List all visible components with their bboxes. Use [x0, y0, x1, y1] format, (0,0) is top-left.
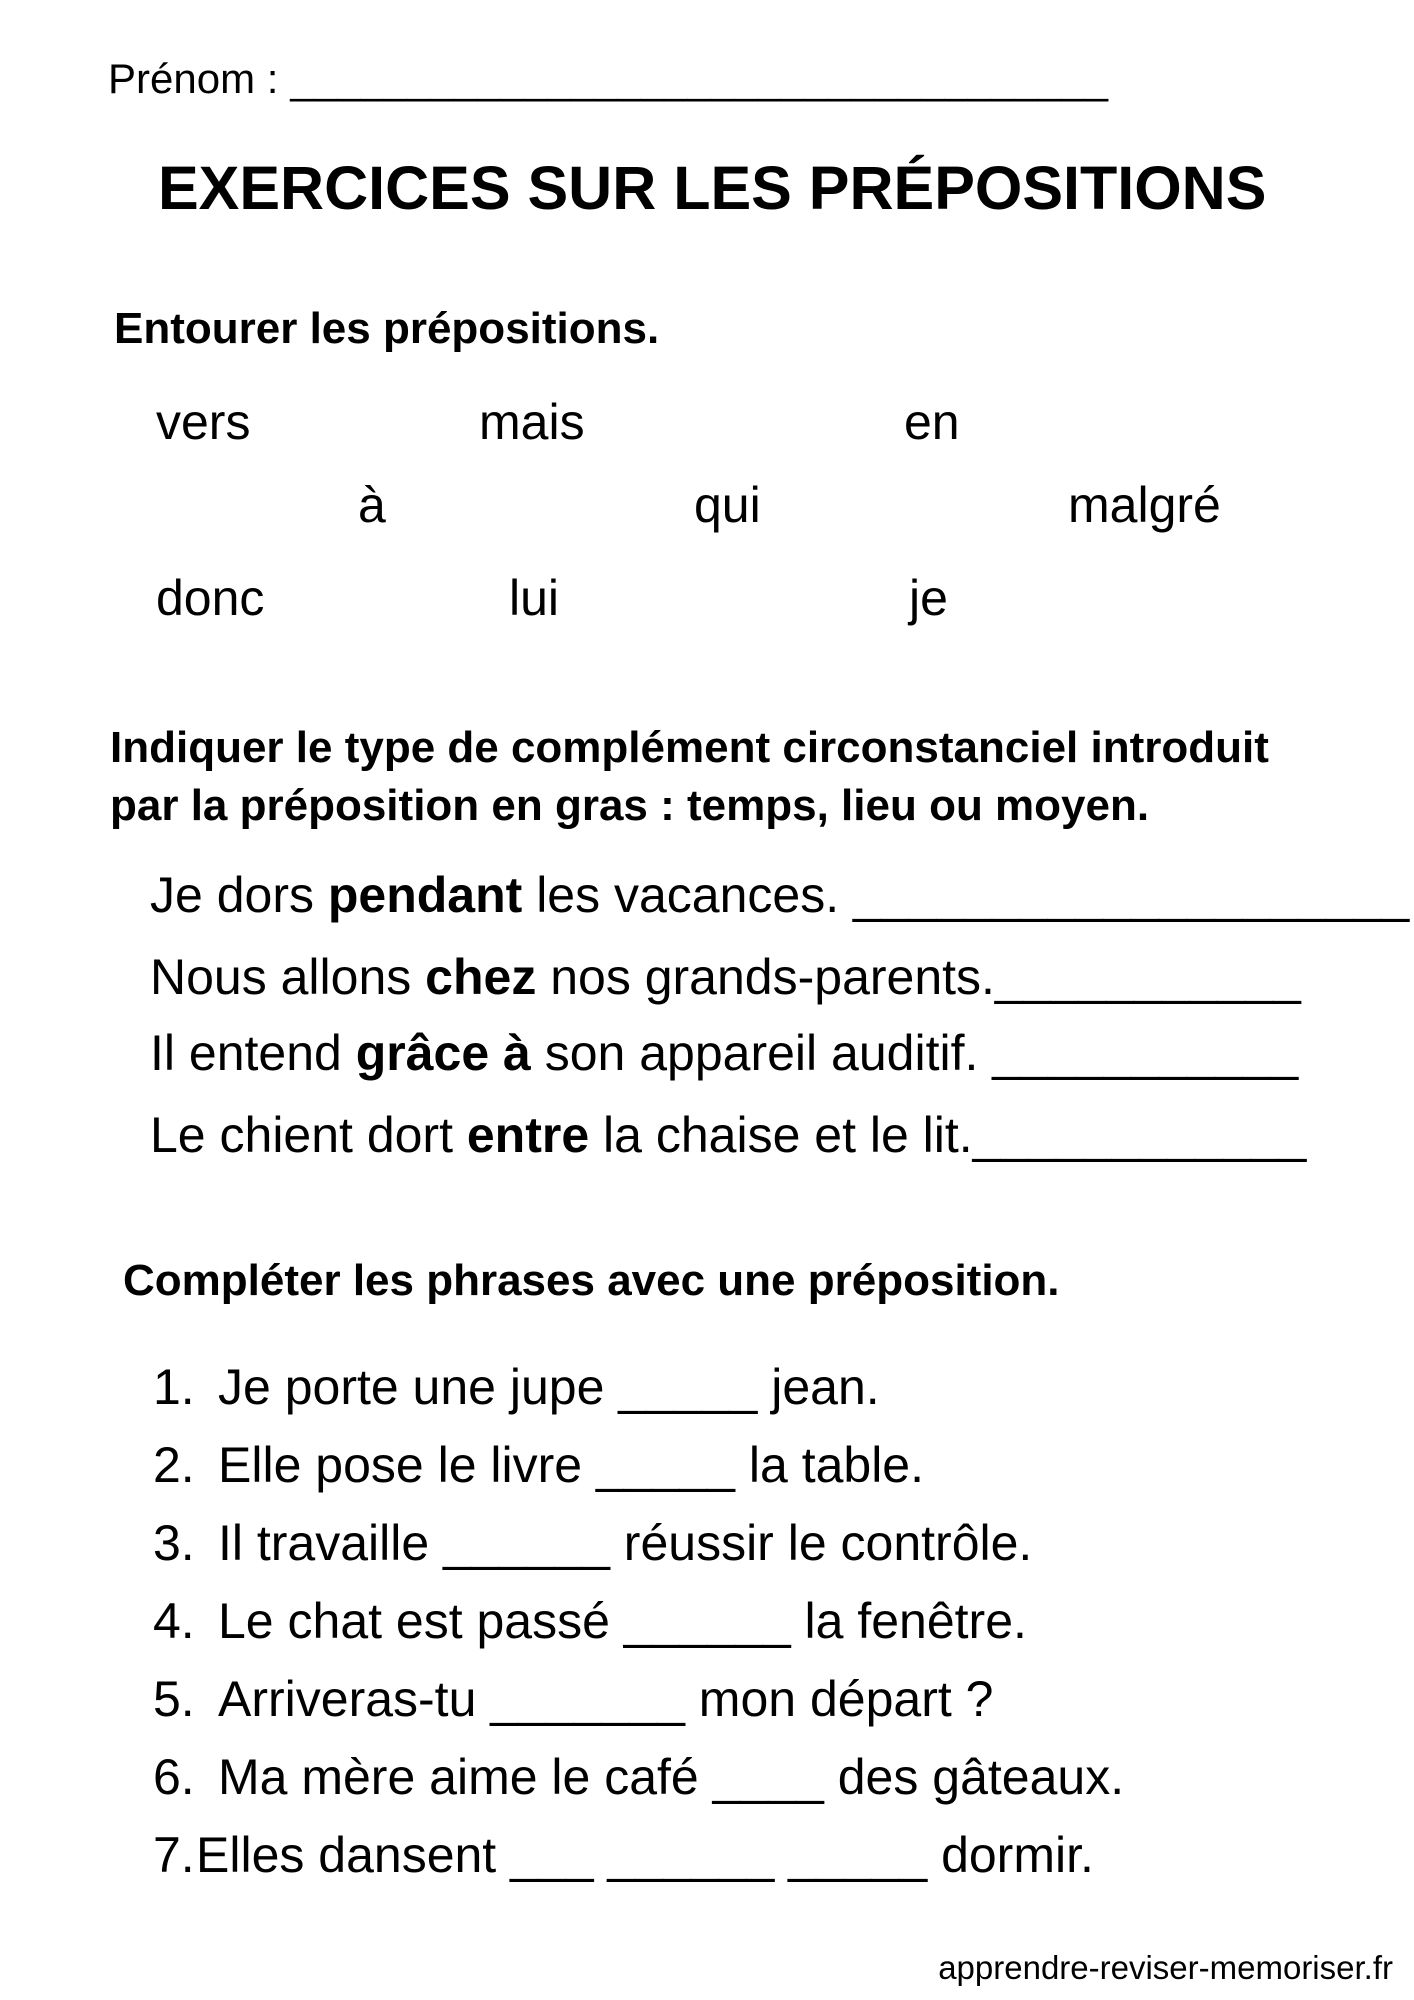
sentence-2-preposition: chez	[425, 949, 537, 1005]
word-je: je	[909, 570, 948, 626]
sentence-1-text: Je dors	[150, 867, 328, 923]
word-malgre: malgré	[1068, 477, 1221, 533]
prenom-row	[108, 55, 1108, 102]
list-item-5	[153, 1671, 994, 1727]
heading-completer: Compléter les phrases avec une préposition.	[123, 1256, 1060, 1305]
list-item-3	[153, 1515, 1033, 1571]
list-item-1	[153, 1359, 880, 1415]
prenom-label: Prénom :	[108, 55, 279, 102]
item-4-number: 4.	[153, 1593, 195, 1649]
item-7-text: Elles dansent ___ ______ _____ dormir.	[196, 1827, 1094, 1883]
sentence-3-text: Il entend	[150, 1025, 356, 1081]
sentence-4-preposition: entre	[466, 1107, 590, 1163]
heading-entourer: Entourer les prépositions.	[114, 304, 660, 353]
sentence-4-text-after: la chaise et le lit.	[589, 1107, 973, 1163]
sentence-2-text-after: nos grands-parents.	[536, 949, 995, 1005]
item-4-text: Le chat est passé ______ la fenêtre.	[218, 1593, 1027, 1649]
sentence-1	[150, 867, 1410, 923]
heading-indiquer-line2: par la préposition en gras : temps, lieu ou moyen.	[110, 781, 1150, 830]
heading-indiquer	[110, 719, 1269, 835]
item-5-number: 5.	[153, 1671, 195, 1727]
item-7-number: 7.	[153, 1827, 195, 1883]
item-3-number: 3.	[153, 1515, 195, 1571]
word-qui: qui	[694, 477, 761, 533]
prenom-blank-line: ___________________________________	[290, 55, 1108, 102]
item-2-text: Elle pose le livre _____ la table.	[218, 1437, 925, 1493]
sentence-2-text: Nous allons	[150, 949, 426, 1005]
list-item-4	[153, 1593, 1027, 1649]
item-3-text: Il travaille ______ réussir le contrôle.	[218, 1515, 1033, 1571]
sentence-3-preposition: grâce à	[355, 1025, 531, 1081]
sentence-3	[150, 1025, 1299, 1081]
item-6-text: Ma mère aime le café ____ des gâteaux.	[218, 1749, 1125, 1805]
word-a: à	[358, 477, 386, 533]
sentence-3-text-after: son appareil auditif.	[530, 1025, 993, 1081]
sentence-2-answer-blank: ___________	[994, 949, 1301, 1005]
word-vers: vers	[156, 394, 251, 450]
list-item-2	[153, 1437, 925, 1493]
word-donc: donc	[156, 570, 265, 626]
word-en: en	[904, 394, 960, 450]
item-2-number: 2.	[153, 1437, 195, 1493]
list-item-6	[153, 1749, 1125, 1805]
website-footer: apprendre-reviser-memoriser.fr	[938, 1949, 1393, 1986]
sentence-4-text: Le chient dort	[150, 1107, 467, 1163]
page-title: EXERCICES SUR LES PRÉPOSITIONS	[158, 154, 1267, 222]
list-item-7	[153, 1827, 1094, 1883]
sentence-1-preposition: pendant	[327, 867, 523, 923]
sentence-2	[150, 949, 1301, 1005]
sentence-1-text-after: les vacances.	[522, 867, 854, 923]
item-1-number: 1.	[153, 1359, 195, 1415]
word-mais: mais	[479, 394, 585, 450]
sentence-4-answer-blank: ____________	[972, 1107, 1307, 1163]
word-lui: lui	[509, 570, 560, 626]
heading-indiquer-line1: Indiquer le type de complément circonstanciel introduit	[110, 723, 1269, 772]
item-5-text: Arriveras-tu _______ mon départ ?	[218, 1671, 994, 1727]
sentence-1-answer-blank: ____________________	[853, 867, 1410, 923]
sentence-4	[150, 1107, 1307, 1163]
sentence-3-answer-blank: ___________	[992, 1025, 1299, 1081]
item-6-number: 6.	[153, 1749, 195, 1805]
item-1-text: Je porte une jupe _____ jean.	[218, 1359, 880, 1415]
